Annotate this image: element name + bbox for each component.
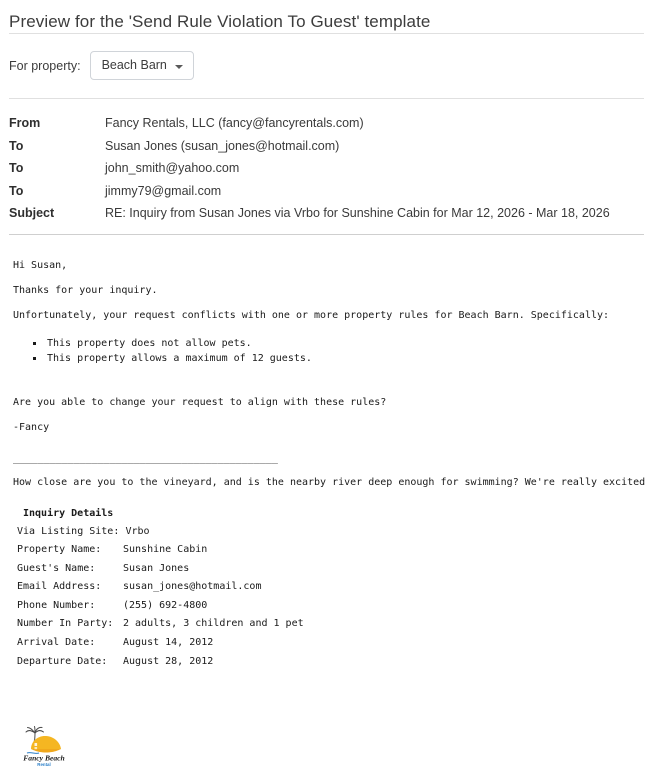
body-spacer	[0, 440, 653, 448]
body-separator-rule: ____________________________________________	[13, 452, 278, 464]
body-conflict-statement: Unfortunately, your request conflicts with one or more property rules for Beach Barn. Specifically:	[13, 309, 610, 321]
inquiry-key: Departure Date:	[17, 655, 108, 667]
fancy-beach-rental-logo-icon	[20, 723, 68, 767]
email-header-label: Subject	[9, 206, 55, 220]
email-header-row-to-2	[0, 157, 653, 180]
chevron-down-icon	[175, 65, 183, 69]
inquiry-value: Sunshine Cabin	[123, 544, 208, 556]
email-header-row-to-3	[0, 180, 653, 203]
inquiry-row-email-address	[17, 578, 653, 597]
inquiry-value: August 28, 2012	[123, 655, 214, 667]
property-selector-label: For property:	[9, 58, 81, 73]
body-thanks: Thanks for your inquiry.	[13, 284, 158, 296]
logo-sub-text: Rental	[37, 762, 51, 767]
inquiry-value: 2 adults, 3 children and 1 pet	[123, 618, 304, 630]
inquiry-details-block	[0, 501, 653, 672]
inquiry-details-title: Inquiry Details	[23, 507, 114, 519]
body-signature: -Fancy	[13, 421, 50, 433]
list-item: This property allows a maximum of 12 guests.	[47, 351, 653, 366]
inquiry-row-number-in-party	[17, 615, 653, 634]
inquiry-value: Susan Jones	[123, 562, 190, 574]
inquiry-value: Vrbo	[125, 525, 150, 537]
body-spacer	[0, 366, 653, 390]
email-header-table	[0, 99, 653, 234]
inquiry-value: August 14, 2012	[123, 637, 214, 649]
email-header-label: From	[9, 116, 41, 130]
inquiry-row-listing-site	[17, 523, 653, 542]
inquiry-row-guest-name	[17, 560, 653, 579]
inquiry-key: Email Address:	[17, 581, 102, 593]
body-question: Are you able to change your request to align with these rules?	[13, 396, 387, 408]
email-header-label: To	[9, 161, 24, 175]
email-header-row-to-1	[0, 135, 653, 158]
list-item: This property does not allow pets.	[47, 336, 653, 351]
email-header-row-from	[0, 112, 653, 135]
email-header-label: To	[9, 138, 24, 153]
inquiry-row-property-name	[17, 541, 653, 560]
inquiry-row-arrival-date	[17, 634, 653, 653]
inquiry-value: susan_jones@hotmail.com	[123, 581, 262, 593]
property-dropdown-button[interactable]	[90, 51, 194, 80]
logo-brand-text: Fancy Beach	[23, 753, 65, 763]
email-header-value: Susan Jones (susan_jones@hotmail.com)	[105, 138, 340, 153]
inquiry-key: Phone Number:	[17, 599, 96, 611]
email-body	[0, 235, 653, 672]
property-dropdown-value: Beach Barn	[101, 58, 167, 72]
inquiry-key: Property Name:	[17, 544, 102, 556]
email-header-row-subject	[0, 202, 653, 225]
email-signature-logo	[20, 723, 68, 767]
page-title: Preview for the 'Send Rule Violation To Guest' template	[9, 12, 431, 31]
email-header-label: To	[9, 183, 24, 198]
body-greeting: Hi Susan,	[13, 259, 68, 271]
rule-violation-list	[0, 336, 653, 366]
email-header-value: Fancy Rentals, LLC (fancy@fancyrentals.com)	[105, 116, 364, 130]
inquiry-key: Guest's Name:	[17, 562, 96, 574]
email-header-value: john_smith@yahoo.com	[105, 161, 240, 175]
inquiry-row-phone-number	[17, 597, 653, 616]
email-header-value: RE: Inquiry from Susan Jones via Vrbo for Sunshine Cabin for Mar 12, 2026 - Mar 18, 2026	[105, 206, 610, 220]
inquiry-row-departure-date	[17, 653, 653, 672]
inquiry-key: Arrival Date:	[17, 637, 96, 649]
inquiry-key: Via Listing Site:	[17, 525, 120, 537]
quoted-original-message: How close are you to the vineyard, and is the nearby river deep enough for swimming? We're really excited	[13, 476, 646, 488]
inquiry-value: (255) 692-4800	[123, 599, 208, 611]
inquiry-key: Number In Party:	[17, 618, 114, 630]
property-selector-row	[0, 34, 653, 98]
body-spacer	[0, 328, 653, 336]
email-header-value: jimmy79@gmail.com	[105, 183, 222, 198]
